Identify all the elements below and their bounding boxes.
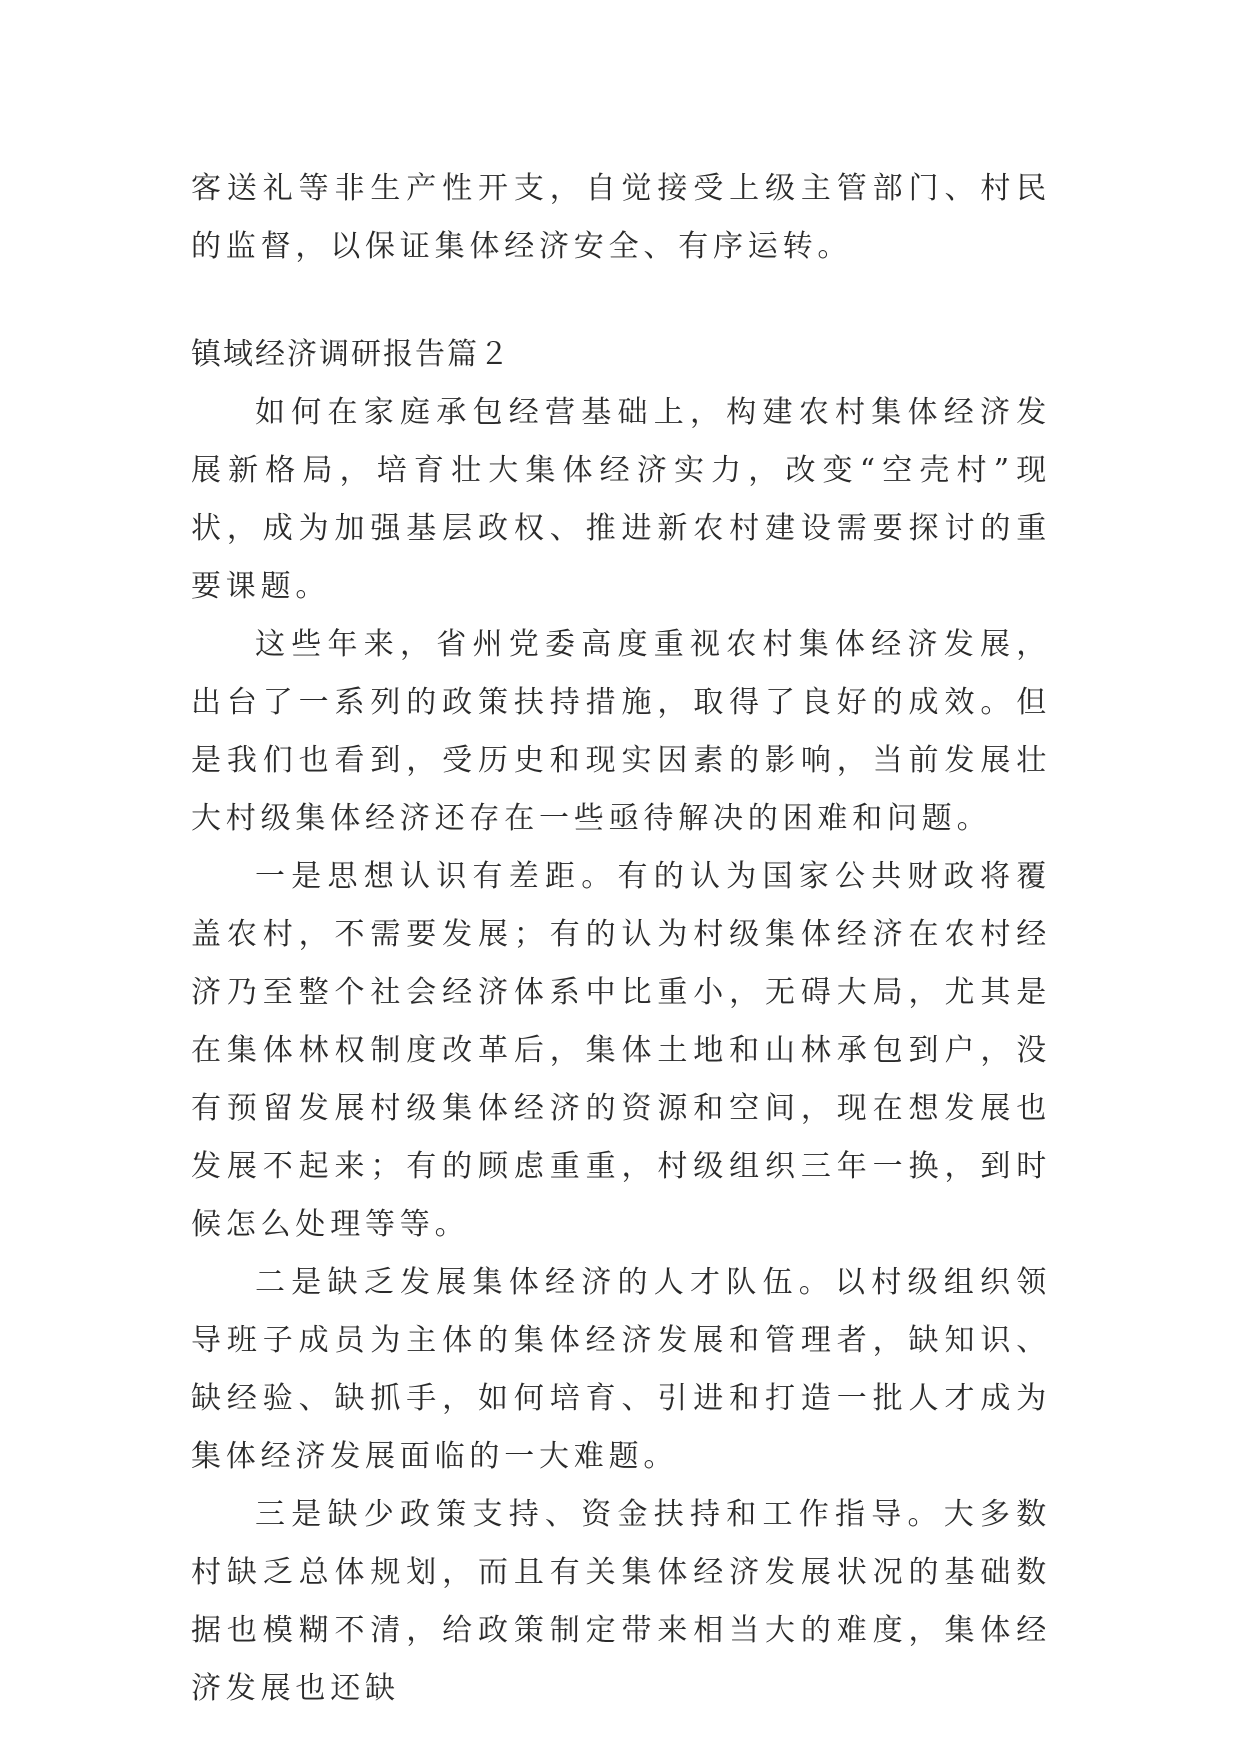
section-title: 镇域经济调研报告篇２ (191, 337, 511, 372)
document-body (191, 160, 1051, 1718)
paragraph-intro: 如何在家庭承包经营基础上，构建农村集体经济发展新格局，培育壮大集体经济实力，改变“空壳村”现状，成为加强基层政权、推进新农村建设需要探讨的重要课题。 (191, 395, 1051, 604)
paragraph-issue-two: 二是缺乏发展集体经济的人才队伍。以村级组织领导班子成员为主体的集体经济发展和管理者，缺知识、缺经验、缺抓手，如何培育、引进和打造一批人才成为集体经济发展面临的一大难题。 (191, 1265, 1051, 1474)
continued-paragraph: 客送礼等非生产性开支，自觉接受上级主管部门、村民的监督，以保证集体经济安全、有序运转。 (191, 171, 1051, 264)
paragraph-background: 这些年来，省州党委高度重视农村集体经济发展，出台了一系列的政策扶持措施，取得了良好的成效。但是我们也看到，受历史和现实因素的影响，当前发展壮大村级集体经济还存在一些亟待解决的困难和问题。 (191, 627, 1051, 836)
paragraph-issue-three: 三是缺少政策支持、资金扶持和工作指导。大多数村缺乏总体规划，而且有关集体经济发展状况的基础数据也模糊不清，给政策制定带来相当大的难度，集体经济发展也还缺 (191, 1497, 1051, 1706)
paragraph-issue-one: 一是思想认识有差距。有的认为国家公共财政将覆盖农村，不需要发展；有的认为村级集体经济在农村经济乃至整个社会经济体系中比重小，无碍大局，尤其是在集体林权制度改革后，集体土地和山林承包到户，没有预留发展村级集体经济的资源和空间，现在想发展也发展不起来；有的顾虑重重，村级组织三年一换，到时候怎么处理等等。 (191, 859, 1051, 1242)
